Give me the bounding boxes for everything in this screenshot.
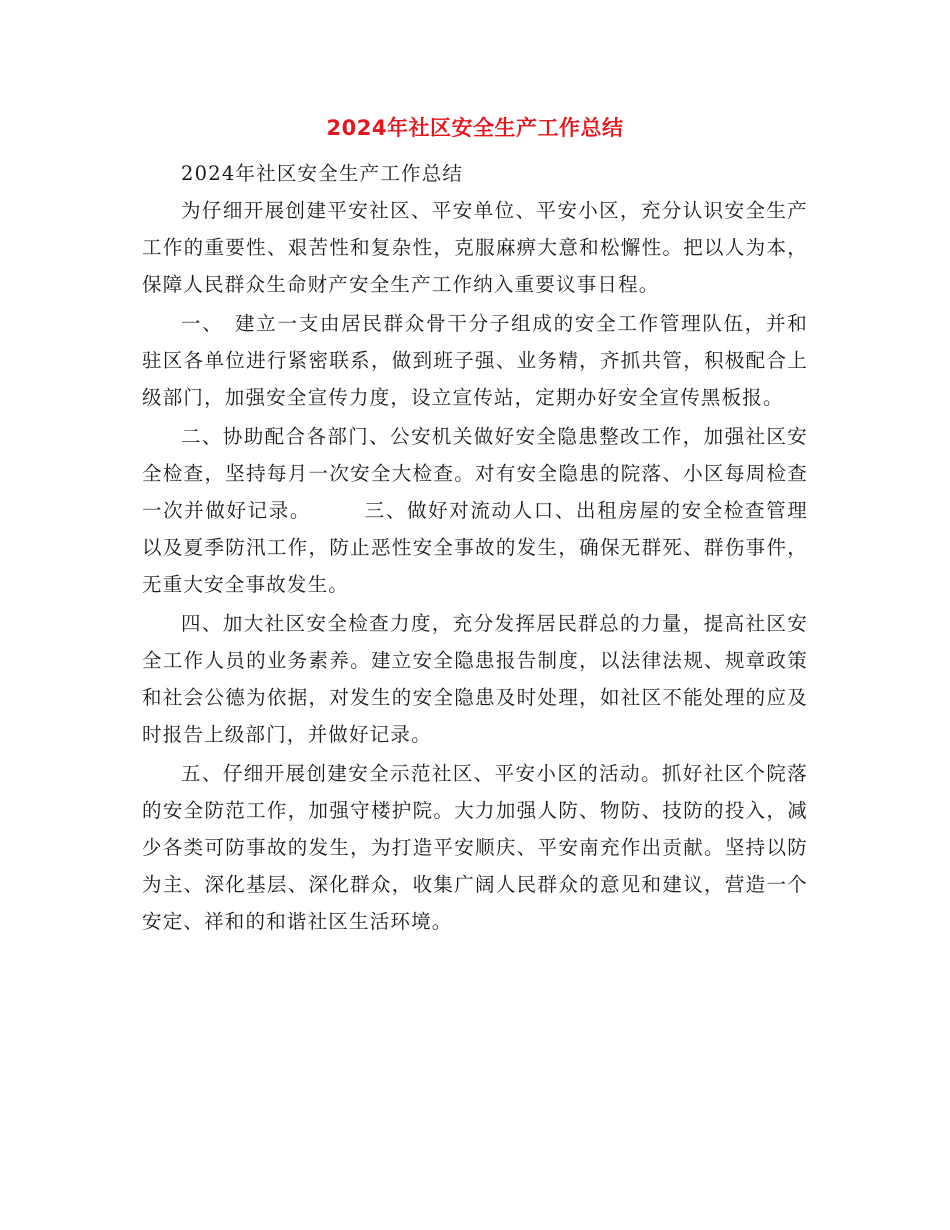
paragraph-subtitle: 2024年社区安全生产工作总结 — [181, 162, 464, 185]
paragraph-item-4: 四、加大社区安全检查力度，充分发挥居民群总的力量，提高社区安全工作人员的业务素养。建立安全隐患报告制度，以法律法规、规章政策和社会公德为依据，对发生的安全隐患及时处理，如社区不能处理的应及时报告上级部门，并做好记录。 — [142, 612, 808, 746]
paragraph-intro: 为仔细开展创建平安社区、平安单位、平安小区，充分认识安全生产工作的重要性、艰苦性和复杂性，克服麻痹大意和松懈性。把以人为本，保障人民群众生命财产安全生产工作纳入重要议事日程。 — [142, 199, 808, 296]
document-body — [142, 155, 808, 940]
document-title: 2024年社区安全生产工作总结 — [326, 116, 624, 140]
paragraph-item-1: 一、 建立一支由居民群众骨干分子组成的安全工作管理队伍，并和驻区各单位进行紧密联系，做到班子强、业务精，齐抓共管，积极配合上级部门，加强安全宣传力度，设立宣传站，定期办好安全宣传黑板报。 — [142, 312, 808, 409]
paragraph-item-5: 五、仔细开展创建安全示范社区、平安小区的活动。抓好社区个院落的安全防范工作，加强守楼护院。大力加强人防、物防、技防的投入，减少各类可防事故的发生，为打造平安顺庆、平安南充作出贡献。坚持以防为主、深化基层、深化群众，收集广阔人民群众的意见和建议，营造一个安定、祥和的和谐社区生活环境。 — [142, 762, 808, 933]
paragraph-item-2-3: 二、协助配合各部门、公安机关做好安全隐患整改工作，加强社区安全检查，坚持每月一次安全大检查。对有安全隐患的院落、小区每周检查一次并做好记录。 三、做好对流动人口、出租房屋的安全检查管理以及夏季防汛工作，防止恶性安全事故的发生，确保无群死、群伤事件，无重大安全事故发生。 — [142, 425, 808, 596]
